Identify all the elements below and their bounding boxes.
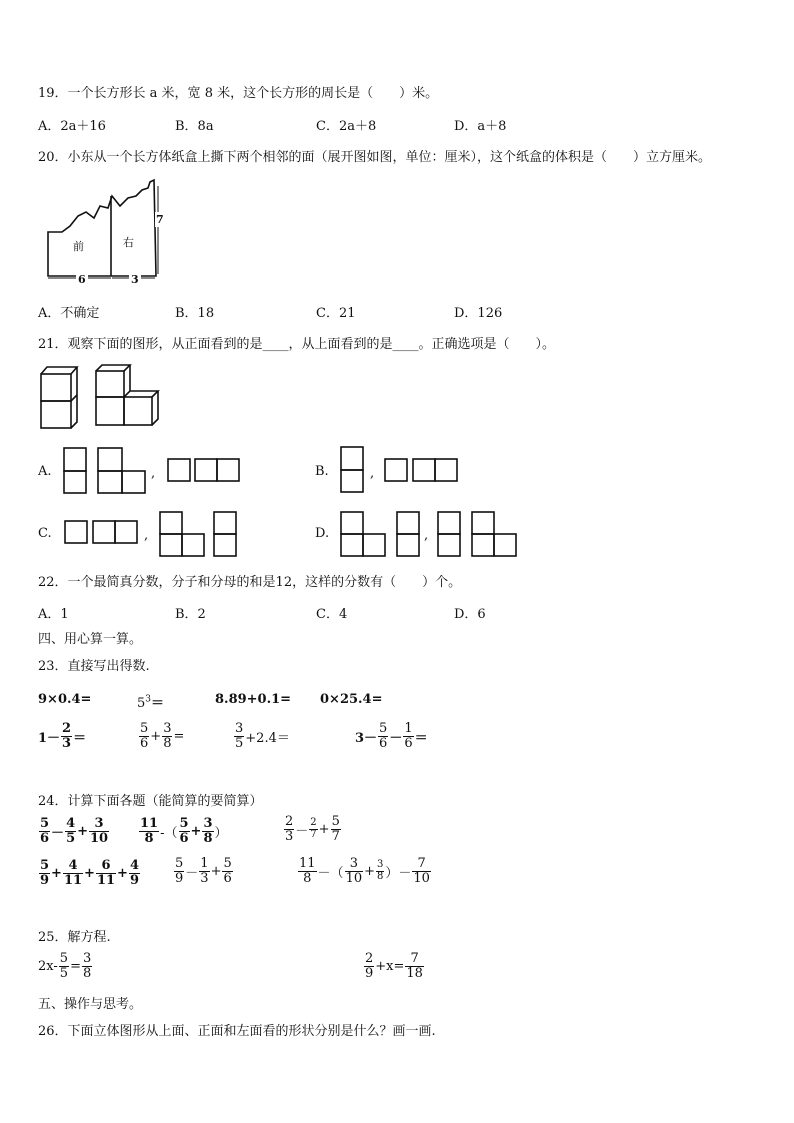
q20-stem: 20．小东从一个长方体纸盒上撕下两个相邻的面（展开图如图，单位：厘米），这个纸盒的体积是（ ）立方厘米。 — [38, 150, 712, 165]
q23-expr-5: 1－ $\frac{2}{3}$ ＝ — [38, 721, 87, 751]
q20-option-b: B．18 — [175, 306, 215, 321]
q23-expr-6: $\frac{5}{6}$ + $\frac{3}{8}$ = — [140, 721, 185, 751]
q24-expr-2: $\frac{11}{8}$ -（ $\frac{5}{6}$ + $\frac{3}{8}$ ） — [140, 816, 228, 846]
q25-stem: 25．解方程. — [38, 930, 111, 945]
q22-option-a: A．1 — [38, 607, 69, 622]
q21-comma-d: , — [424, 528, 429, 543]
q21-comma-b: , — [370, 466, 375, 481]
q20-option-a: A．不确定 — [38, 306, 100, 321]
q23-expr-7: $\frac{3}{5}$ +2.4＝ — [235, 721, 290, 751]
q22-option-d: D．6 — [454, 607, 486, 622]
q19-option-d: D．a＋8 — [454, 119, 507, 134]
q21-option-b: B. — [315, 464, 329, 479]
section-5-heading: 五、操作与思考。 — [38, 997, 143, 1012]
q20-option-d: D．126 — [454, 306, 503, 321]
front-face-label: 前 — [73, 240, 84, 253]
q24-expr-4: $\frac{5}{9}$ + $\frac{4}{11}$ + $\frac{6}{11}$ + $\frac{4}{9}$ — [40, 858, 139, 888]
q25-equation-1: 2x- $\frac{5}{5}$ = $\frac{3}{8}$ — [38, 951, 92, 981]
q19-option-a: A．2a＋16 — [38, 119, 106, 134]
q21-option-c: C. — [38, 526, 52, 541]
q25-equation-2: $\frac{2}{9}$ +x= $\frac{7}{18}$ — [365, 951, 423, 981]
q21-comma-a: , — [151, 466, 156, 481]
dim-7-label: 7 — [156, 213, 164, 226]
q23-stem: 23．直接写出得数. — [38, 659, 150, 674]
q24-expr-6: $\frac{11}{8}$ －（ $\frac{3}{10}$ + $\frac{3}{8}$ ）－ $\frac{7}{10}$ — [299, 856, 430, 886]
q23-expr-8: 3－ $\frac{5}{6}$ － $\frac{1}{6}$ ＝ — [355, 721, 428, 751]
q20-option-c: C．21 — [316, 306, 356, 321]
q21-comma-c: , — [144, 528, 149, 543]
q22-option-b: B．2 — [175, 607, 206, 622]
q21-option-d: D. — [315, 526, 330, 541]
dim-6-label: 6 — [78, 273, 86, 286]
q23-expr-3: 8.89+0.1= — [215, 692, 292, 707]
q24-stem: 24．计算下面各题（能简算的要简算） — [38, 794, 263, 809]
q23-expr-2: $5^3=$ — [137, 694, 165, 711]
q21-stem: 21．观察下面的图形，从正面看到的是____，从上面看到的是____。正确选项是（ ）。 — [38, 337, 556, 352]
q23-expr-1: 9×0.4= — [38, 692, 92, 707]
q21-figures — [0, 0, 794, 560]
section-4-heading: 四、用心算一算。 — [38, 632, 143, 647]
q19-stem: 19．一个长方形长 a 米，宽 8 米，这个长方形的周长是（ ）米。 — [38, 86, 439, 101]
q24-expr-5: $\frac{5}{9}$ － $\frac{1}{3}$ + $\frac{5}{6}$ — [175, 856, 232, 886]
q19-option-c: C．2a＋8 — [316, 119, 377, 134]
q24-expr-1: $\frac{5}{6}$ － $\frac{4}{5}$ + $\frac{3}{10}$ — [40, 816, 109, 846]
q24-expr-3: $\frac{2}{3}$ － $\frac{2}{7}$ + $\frac{5}{7}$ — [285, 814, 340, 844]
right-face-label: 右 — [123, 236, 134, 249]
q19-option-b: B．8a — [175, 119, 214, 134]
dim-3-label: 3 — [131, 273, 139, 286]
q26-stem: 26．下面立体图形从上面、正面和左面看的形状分别是什么？画一画. — [38, 1024, 436, 1039]
q23-expr-4: 0×25.4= — [320, 692, 383, 707]
q22-stem: 22．一个最简真分数，分子和分母的和是12，这样的分数有（ ）个。 — [38, 575, 462, 590]
q21-option-a: A. — [38, 464, 52, 479]
q22-option-c: C．4 — [316, 607, 348, 622]
